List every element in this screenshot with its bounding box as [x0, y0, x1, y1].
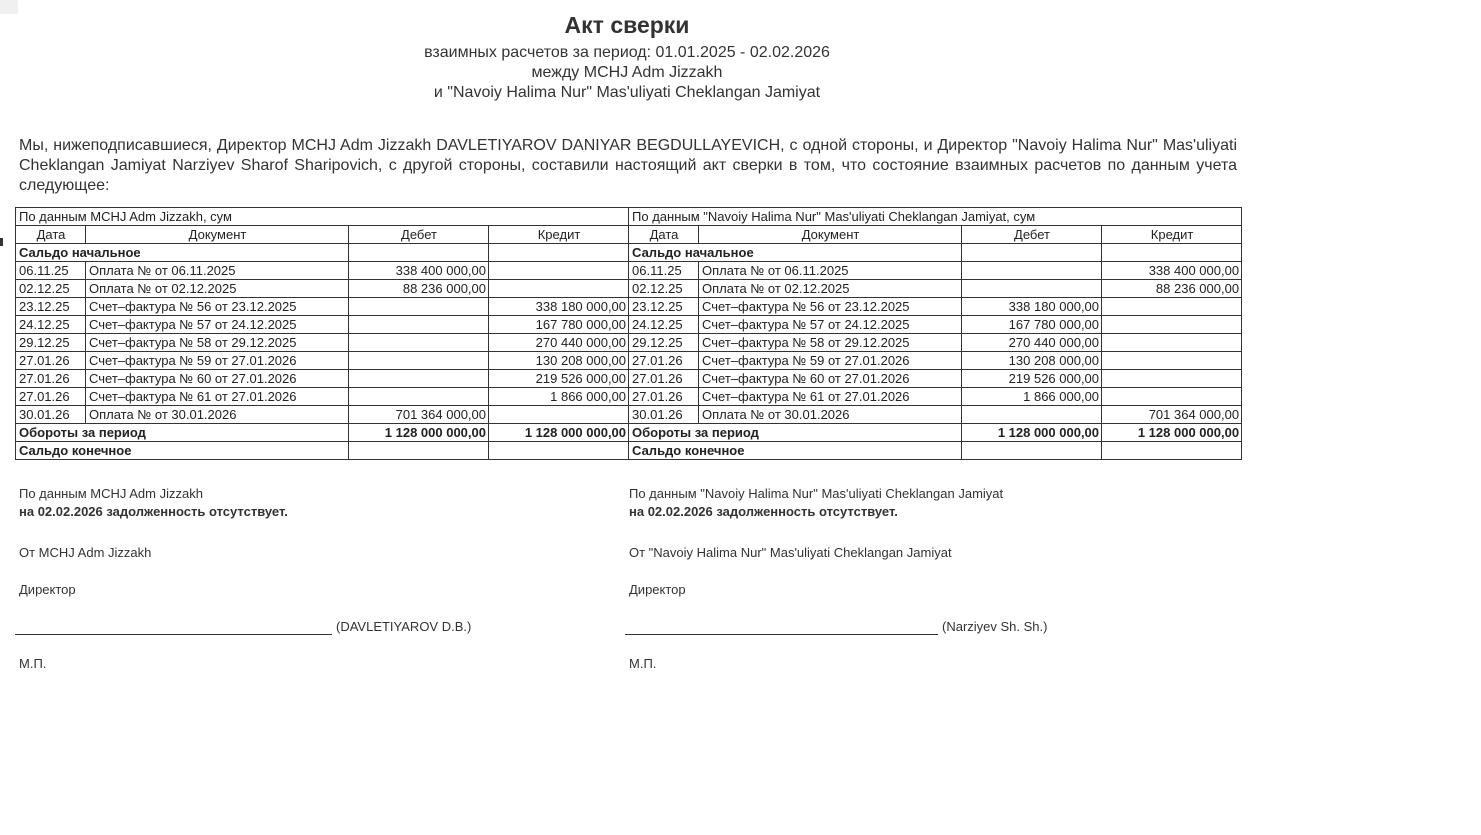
- left-signature-line: [15, 634, 332, 635]
- table-column-header-row: [16, 226, 1242, 244]
- left-from: От MCHJ Adm Jizzakh: [19, 545, 152, 560]
- right-credit-cell: [1102, 298, 1242, 316]
- right-date-cell: 23.12.25: [629, 298, 699, 316]
- empty-cell: [349, 244, 489, 262]
- right-date-cell: 30.01.26: [629, 406, 699, 424]
- right-date-cell: 27.01.26: [629, 388, 699, 406]
- empty-cell: [962, 244, 1102, 262]
- left-document-cell: Счет–фактура № 61 от 27.01.2026: [86, 388, 349, 406]
- empty-cell: [962, 442, 1102, 460]
- left-debit-cell: 88 236 000,00: [349, 280, 489, 298]
- left-document-cell: Счет–фактура № 56 от 23.12.2025: [86, 298, 349, 316]
- left-credit-cell: 130 208 000,00: [489, 352, 629, 370]
- left-position: Директор: [19, 582, 76, 597]
- reconciliation-table: [15, 207, 1242, 460]
- right-document-cell: Счет–фактура № 59 от 27.01.2026: [699, 352, 962, 370]
- left-stamp: М.П.: [19, 656, 47, 671]
- left-document-cell: Счет–фактура № 58 от 29.12.2025: [86, 334, 349, 352]
- empty-cell: [1102, 244, 1242, 262]
- right-document-cell: Оплата № от 30.01.2026: [699, 406, 962, 424]
- left-document-cell: Счет–фактура № 59 от 27.01.2026: [86, 352, 349, 370]
- right-debit-cell: 219 526 000,00: [962, 370, 1102, 388]
- left-debit-cell: [349, 352, 489, 370]
- right-party-header: По данным "Navoiy Halima Nur" Mas'uliyati Cheklangan Jamiyat, сум: [629, 208, 1242, 226]
- right-debit-cell: 130 208 000,00: [962, 352, 1102, 370]
- left-document-cell: Оплата № от 30.01.2026: [86, 406, 349, 424]
- right-document-cell: Оплата № от 02.12.2025: [699, 280, 962, 298]
- col-header-debit: Дебет: [349, 226, 489, 244]
- right-debit-cell: 270 440 000,00: [962, 334, 1102, 352]
- left-debit-cell: [349, 316, 489, 334]
- right-credit-cell: [1102, 370, 1242, 388]
- turnover-label: Обороты за период: [629, 424, 962, 442]
- closing-balance-row: [16, 442, 1242, 460]
- right-turnover-credit: 1 128 000 000,00: [1102, 424, 1242, 442]
- right-date-cell: 29.12.25: [629, 334, 699, 352]
- opening-balance-label: Сальдо начальное: [16, 244, 349, 262]
- left-date-cell: 30.01.26: [16, 406, 86, 424]
- right-credit-cell: 701 364 000,00: [1102, 406, 1242, 424]
- right-debit-cell: 1 866 000,00: [962, 388, 1102, 406]
- left-date-cell: 24.12.25: [16, 316, 86, 334]
- right-document-cell: Счет–фактура № 61 от 27.01.2026: [699, 388, 962, 406]
- right-stamp: М.П.: [629, 656, 657, 671]
- left-credit-cell: 338 180 000,00: [489, 298, 629, 316]
- right-date-cell: 27.01.26: [629, 352, 699, 370]
- left-document-cell: Оплата № от 06.11.2025: [86, 262, 349, 280]
- right-turnover-debit: 1 128 000 000,00: [962, 424, 1102, 442]
- left-party-header: По данным MCHJ Adm Jizzakh, сум: [16, 208, 629, 226]
- empty-cell: [489, 442, 629, 460]
- right-credit-cell: 88 236 000,00: [1102, 280, 1242, 298]
- left-document-cell: Счет–фактура № 60 от 27.01.2026: [86, 370, 349, 388]
- left-credit-cell: 219 526 000,00: [489, 370, 629, 388]
- table-row: [16, 262, 1242, 280]
- right-document-cell: Счет–фактура № 56 от 23.12.2025: [699, 298, 962, 316]
- edge-tick: [0, 238, 3, 246]
- col-header-date: Дата: [16, 226, 86, 244]
- left-debit-cell: 701 364 000,00: [349, 406, 489, 424]
- right-credit-cell: 338 400 000,00: [1102, 262, 1242, 280]
- empty-cell: [349, 442, 489, 460]
- document-title: Акт сверки: [564, 12, 690, 38]
- col-header-document: Документ: [699, 226, 962, 244]
- right-by-data: По данным "Navoiy Halima Nur" Mas'uliyati Cheklangan Jamiyat: [629, 486, 1004, 501]
- left-credit-cell: [489, 280, 629, 298]
- col-header-document: Документ: [86, 226, 349, 244]
- left-debit-cell: 338 400 000,00: [349, 262, 489, 280]
- col-header-date: Дата: [629, 226, 699, 244]
- right-date-cell: 06.11.25: [629, 262, 699, 280]
- right-debit-cell: [962, 406, 1102, 424]
- right-document-cell: Счет–фактура № 60 от 27.01.2026: [699, 370, 962, 388]
- right-debit-cell: [962, 280, 1102, 298]
- intro-paragraph: Мы, нижеподписавшиеся, Директор MCHJ Adm Jizzakh DAVLETIYAROV DANIYAR BEGDULLAYEVICH, с одной стороны, и Директор "Navoiy Halima Nur" Mas'uliyati Cheklangan Jamiyat Narziyev Sharof Sharipovich, с другой стороны, составили настоящий акт сверки в том, что состояние взаимных расчетов по данным учета следующее:: [19, 137, 1237, 194]
- right-from: От "Navoiy Halima Nur" Mas'uliyati Cheklangan Jamiyat: [629, 545, 952, 560]
- table-row: [16, 370, 1242, 388]
- left-date-cell: 27.01.26: [16, 352, 86, 370]
- turnover-label: Обороты за период: [16, 424, 349, 442]
- left-turnover-debit: 1 128 000 000,00: [349, 424, 489, 442]
- table-row: [16, 352, 1242, 370]
- table-row: [16, 406, 1242, 424]
- left-date-cell: 29.12.25: [16, 334, 86, 352]
- empty-cell: [489, 244, 629, 262]
- right-debit-cell: 338 180 000,00: [962, 298, 1102, 316]
- party-one-subtitle: между MCHJ Adm Jizzakh: [531, 64, 723, 81]
- table-row: [16, 298, 1242, 316]
- table-row: [16, 334, 1242, 352]
- left-by-data: По данным MCHJ Adm Jizzakh: [19, 486, 203, 501]
- right-credit-cell: [1102, 334, 1242, 352]
- left-debit-cell: [349, 334, 489, 352]
- table-row: [16, 316, 1242, 334]
- opening-balance-row: [16, 244, 1242, 262]
- right-document-cell: Счет–фактура № 58 от 29.12.2025: [699, 334, 962, 352]
- col-header-credit: Кредит: [489, 226, 629, 244]
- table-party-header-row: [16, 208, 1242, 226]
- right-credit-cell: [1102, 388, 1242, 406]
- right-position: Директор: [629, 582, 686, 597]
- left-date-cell: 23.12.25: [16, 298, 86, 316]
- left-credit-cell: [489, 406, 629, 424]
- closing-balance-label: Сальдо конечное: [16, 442, 349, 460]
- left-credit-cell: 270 440 000,00: [489, 334, 629, 352]
- right-date-cell: 24.12.25: [629, 316, 699, 334]
- left-debit-cell: [349, 370, 489, 388]
- right-debit-cell: [962, 262, 1102, 280]
- period-subtitle: взаимных расчетов за период: 01.01.2025 - 02.02.2026: [424, 44, 830, 61]
- left-credit-cell: [489, 262, 629, 280]
- right-credit-cell: [1102, 316, 1242, 334]
- table-row: [16, 280, 1242, 298]
- right-date-cell: 02.12.25: [629, 280, 699, 298]
- left-conclusion: на 02.02.2026 задолженность отсутствует.: [19, 504, 288, 519]
- left-document-cell: Счет–фактура № 57 от 24.12.2025: [86, 316, 349, 334]
- right-document-cell: Оплата № от 06.11.2025: [699, 262, 962, 280]
- right-signer: (Narziyev Sh. Sh.): [942, 619, 1048, 634]
- left-date-cell: 02.12.25: [16, 280, 86, 298]
- party-two-subtitle: и "Navoiy Halima Nur" Mas'uliyati Cheklangan Jamiyat: [433, 84, 821, 101]
- left-turnover-credit: 1 128 000 000,00: [489, 424, 629, 442]
- right-signature-line: [625, 634, 938, 635]
- left-signer: (DAVLETIYAROV D.B.): [336, 619, 472, 634]
- closing-balance-label: Сальдо конечное: [629, 442, 962, 460]
- left-credit-cell: 167 780 000,00: [489, 316, 629, 334]
- turnover-row: [16, 424, 1242, 442]
- col-header-debit: Дебет: [962, 226, 1102, 244]
- left-credit-cell: 1 866 000,00: [489, 388, 629, 406]
- table-row: [16, 388, 1242, 406]
- opening-balance-label: Сальдо начальное: [629, 244, 962, 262]
- left-date-cell: 06.11.25: [16, 262, 86, 280]
- empty-cell: [1102, 442, 1242, 460]
- left-debit-cell: [349, 388, 489, 406]
- right-date-cell: 27.01.26: [629, 370, 699, 388]
- right-document-cell: Счет–фактура № 57 от 24.12.2025: [699, 316, 962, 334]
- right-debit-cell: 167 780 000,00: [962, 316, 1102, 334]
- left-date-cell: 27.01.26: [16, 370, 86, 388]
- left-debit-cell: [349, 298, 489, 316]
- right-credit-cell: [1102, 352, 1242, 370]
- col-header-credit: Кредит: [1102, 226, 1242, 244]
- left-document-cell: Оплата № от 02.12.2025: [86, 280, 349, 298]
- left-date-cell: 27.01.26: [16, 388, 86, 406]
- right-conclusion: на 02.02.2026 задолженность отсутствует.: [629, 504, 898, 519]
